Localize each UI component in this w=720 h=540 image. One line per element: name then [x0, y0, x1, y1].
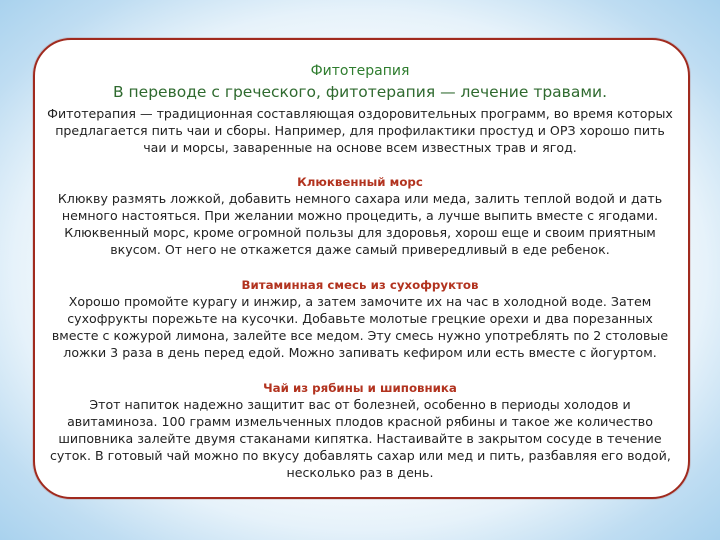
page-subtitle: В переводе с греческого, фитотерапия — лечение травами.	[112, 83, 608, 101]
section-heading-rowan-tea: Чай из рябины и шиповника	[263, 381, 457, 395]
body-line: вкусом. От него не откажется даже самый привередливый в еде ребенок.	[110, 242, 610, 257]
document-content	[0, 62, 720, 481]
body-line: суток. В готовый чай можно по вкусу добавлять сахар или мед и пить, разбавляя его водой,	[50, 448, 671, 463]
intro-line: чаи и морсы, заваренные на основе всем известных трав и ягод.	[143, 140, 577, 155]
intro-line: предлагается пить чаи и сборы. Например, для профилактики простуд и ОРЗ хорошо пить	[55, 123, 665, 138]
section-heading-cranberry: Клюквенный морс	[297, 175, 423, 189]
intro-line: Фитотерапия — традиционная составляющая оздоровительных программ, во время которых	[47, 106, 673, 121]
body-line: вместе с кожурой лимона, залейте все медом. Эту смесь нужно употреблять по 2 столовые	[51, 328, 669, 343]
section-body-rowan-tea	[50, 396, 670, 481]
section-body-dried-fruit	[40, 293, 680, 361]
body-line: Клюкву размять ложкой, добавить немного сахара или меда, залить теплой водой и дать	[57, 191, 663, 206]
body-line: ложки 3 раза в день перед едой. Можно запивать кефиром или есть вместе с йогуртом.	[63, 345, 657, 360]
body-line: несколько раз в день.	[286, 465, 434, 480]
page-title: Фитотерапия	[310, 63, 410, 79]
body-line: Этот напиток надежно защитит вас от болезней, особенно в периоды холодов и	[89, 397, 631, 412]
body-line: немного настояться. При желании можно процедить, а лучше выпить вместе с ягодами.	[61, 208, 659, 223]
body-line: сухофрукты порежьте на кусочки. Добавьте молотые грецкие орехи и два порезанных	[67, 311, 653, 326]
body-line: Хорошо промойте курагу и инжир, а затем замочите их на час в холодной воде. Затем	[68, 294, 652, 309]
body-line: авитаминоза. 100 грамм измельченных плодов красной рябины и такое же количество	[67, 414, 653, 429]
body-line: Клюквенный морс, кроме огромной пользы для здоровья, хорош еще и своим приятным	[64, 225, 656, 240]
body-line: шиповника залейте двумя стаканами кипятка. Настаивайте в закрытом сосуде в течение	[58, 431, 662, 446]
section-body-cranberry	[50, 190, 670, 258]
section-heading-dried-fruit: Витаминная смесь из сухофруктов	[241, 278, 479, 292]
intro-paragraph	[35, 105, 685, 156]
